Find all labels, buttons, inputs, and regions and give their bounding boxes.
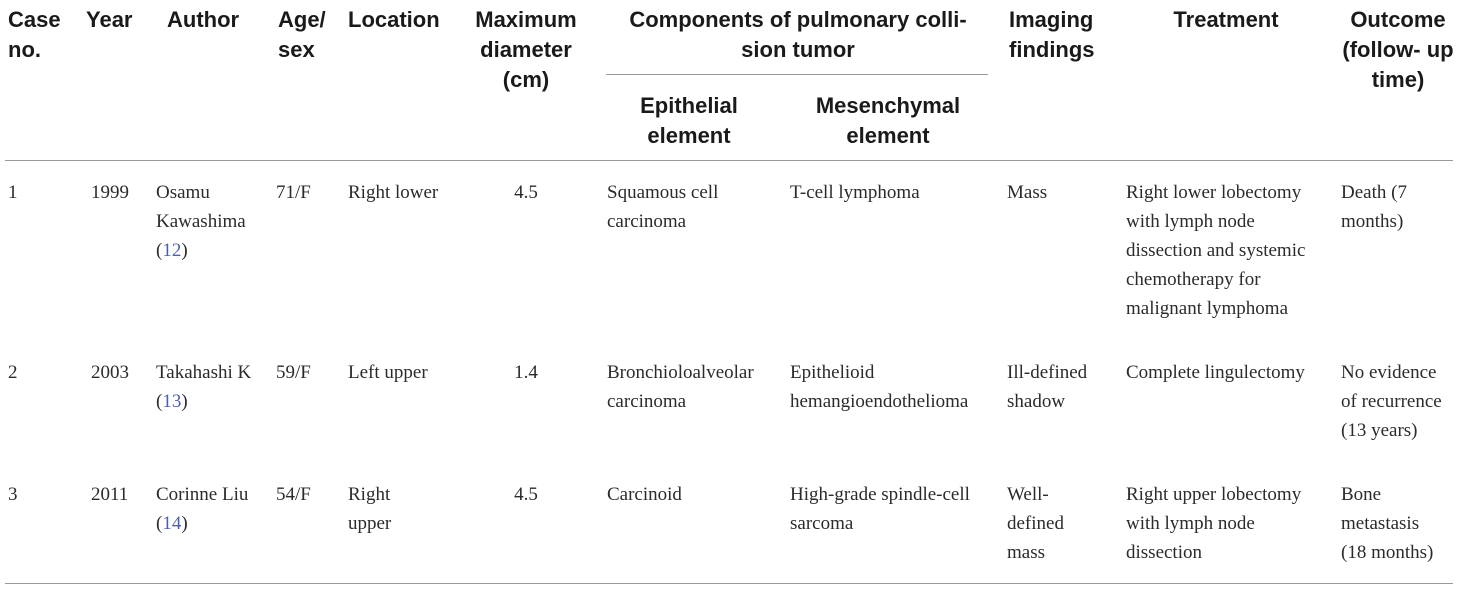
author-cell: Corinne Liu (14) [156, 484, 249, 534]
treatment-cell: Right upper lobectomy with lymph node dissection [1126, 484, 1302, 563]
header-age-sex: Age/ sex [278, 7, 326, 62]
header-mesenchymal-element: Mesenchymal element [815, 93, 961, 148]
age-sex-cell: 59/F [276, 362, 311, 383]
header-outcome: Outcome (follow- up time) [1342, 7, 1454, 92]
case-no-cell: 3 [8, 484, 18, 505]
imaging-cell: Well- defined mass [1007, 484, 1064, 563]
epithelial-cell: Squamous cell carcinoma [607, 182, 719, 232]
epithelial-cell: Carcinoid [607, 484, 682, 505]
year-cell: 2003 [91, 362, 129, 383]
author-name: Osamu Kawashima [156, 182, 246, 232]
year-cell: 1999 [91, 182, 129, 203]
mesenchymal-cell: T-cell lymphoma [790, 182, 920, 203]
outcome-cell: No evidence of recurrence (13 years) [1341, 362, 1442, 441]
header-bottom-rule [5, 160, 1453, 161]
diameter-cell: 4.5 [514, 182, 538, 203]
header-treatment: Treatment [1173, 7, 1279, 32]
header-components-rule [606, 74, 988, 75]
imaging-cell: Ill-defined shadow [1007, 362, 1088, 412]
location-cell: Right lower [348, 182, 439, 203]
reference-link[interactable]: 13 [162, 391, 182, 412]
reference-link[interactable]: 14 [162, 513, 182, 534]
age-sex-cell: 71/F [276, 182, 311, 203]
epithelial-cell: Bronchioloalveolar carcinoma [607, 362, 754, 412]
imaging-cell: Mass [1007, 182, 1048, 203]
header-components: Components of pulmonary colli- sion tumor [629, 7, 967, 62]
reference-link[interactable]: 12 [162, 240, 182, 261]
header-maximum-diameter: Maximum diameter (cm) [475, 7, 577, 92]
header-author: Author [167, 7, 240, 32]
year-cell: 2011 [91, 484, 129, 505]
header-imaging-findings: Imaging findings [1009, 7, 1095, 62]
header-epithelial-element: Epithelial element [640, 93, 738, 148]
table-bottom-rule [5, 583, 1453, 584]
outcome-cell: Death (7 months) [1341, 182, 1407, 232]
location-cell: Left upper [348, 362, 428, 383]
mesenchymal-cell: High-grade spindle-cell sarcoma [790, 484, 970, 534]
mesenchymal-cell: Epithelioid hemangioendothelioma [790, 362, 969, 412]
header-year: Year [86, 7, 133, 32]
author-cell: Osamu Kawashima (12) [156, 182, 246, 261]
header-location: Location [348, 7, 440, 32]
header-case-no: Case no. [8, 7, 61, 62]
location-cell: Right upper [348, 484, 392, 534]
diameter-cell: 4.5 [514, 484, 538, 505]
outcome-cell: Bone metastasis (18 months) [1341, 484, 1434, 563]
age-sex-cell: 54/F [276, 484, 311, 505]
author-name: Takahashi K [156, 362, 252, 383]
author-name: Corinne Liu [156, 484, 249, 505]
diameter-cell: 1.4 [514, 362, 538, 383]
case-no-cell: 1 [8, 182, 18, 203]
case-no-cell: 2 [8, 362, 18, 383]
treatment-cell: Right lower lobectomy with lymph node dissection and systemic chemotherapy for malignant lymphoma [1126, 182, 1306, 319]
treatment-cell: Complete lingulectomy [1126, 362, 1305, 383]
author-cell: Takahashi K (13) [156, 362, 252, 412]
